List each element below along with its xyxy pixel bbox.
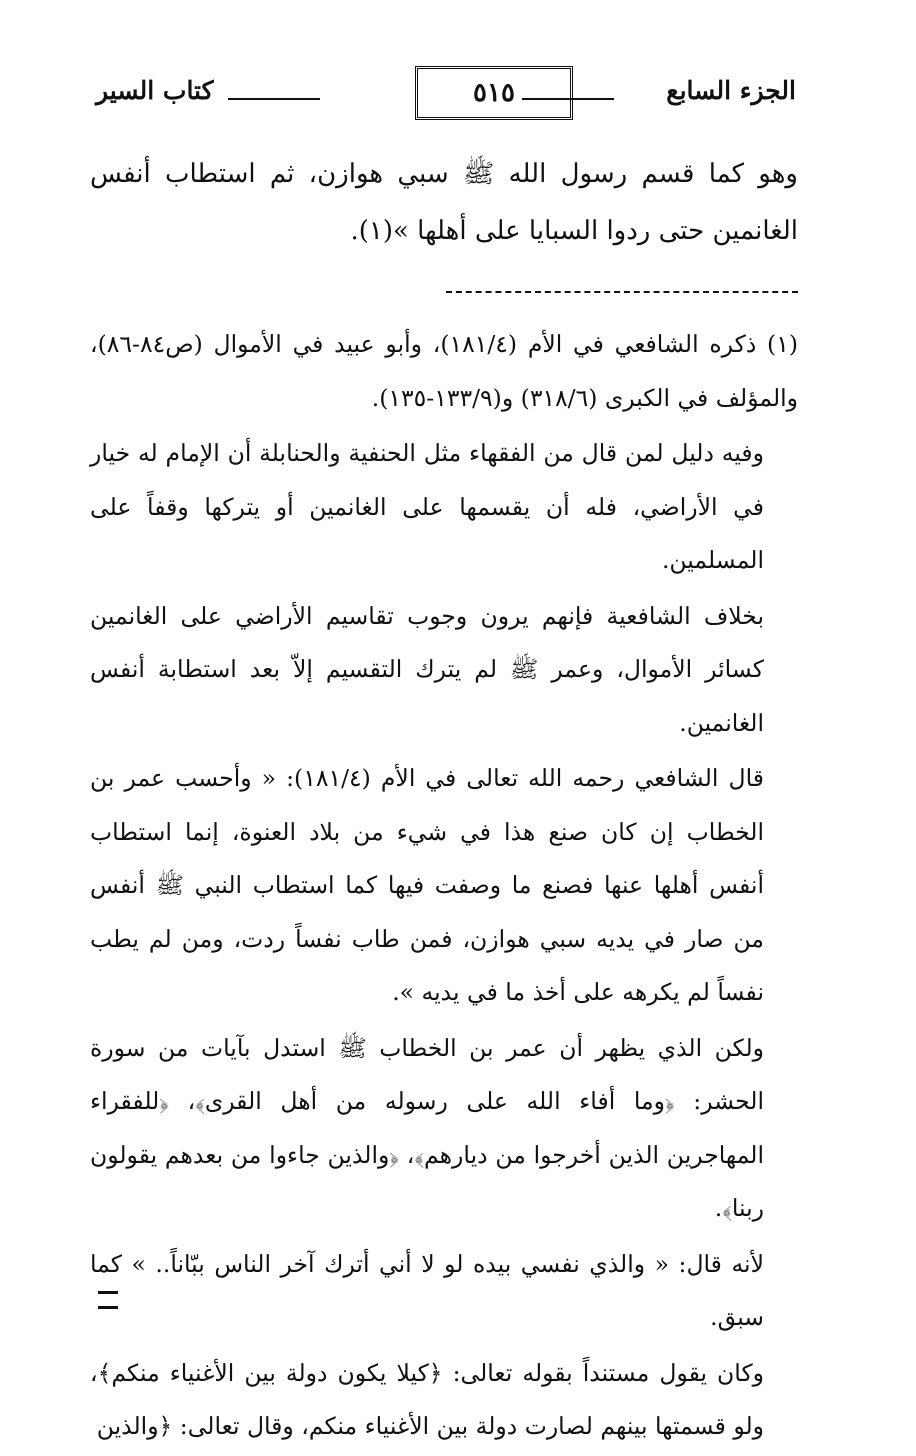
header-rule-left [228,98,320,100]
footnote-paragraph: وكان يقول مستنداً بقوله تعالى: ﴿كيلا يكون دولة بين الأغنياء منكم﴾، ولو قسمتها بينهم لصارت دولة بين الأغنياء منكم، وقال تعالى: ﴿والذين [90,1358,764,1440]
book-title: كتاب السير [96,76,214,105]
page-header [96,66,796,126]
volume-title: الجزء السابع [666,76,796,105]
footnote-paragraph: بخلاف الشافعية فإنهم يرون وجوب تقاسيم الأراضي على الغانمين كسائر الأموال، وعمر ﷺ لم يترك التقسيم إلاّ بعد استطابة أنفس الغانمين. [90,601,764,737]
continuation-mark [98,1291,118,1309]
footnote-1: (١) ذكره الشافعي في الأم (١٨١/٤)، وأبو عبيد في الأموال (ص٨٤-٨٦)، والمؤلف في الكبرى (٣١٨/٦) و(١٣٣/٩-١٣٥). [90,330,798,412]
footnote-paragraph: قال الشافعي رحمه الله تعالى في الأم (١٨١/٤): « وأحسب عمر بن الخطاب إن كان صنع هذا في شيء من بلاد العنوة، إنما استطاب أنفس أهلها عنها فصنع ما وصفت فيها كما استطاب النبي ﷺ أنفس من صار في يديه سبي هوازن، فمن طاب نفساً ردت، ومن لم يطب نفساً لم يكرهه على أخذ ما في يديه ». [90,764,764,1006]
footnote-separator [446,291,798,293]
page-number-box [415,66,573,120]
main-paragraph: وهو كما قسم رسول الله ﷺ سبي هوازن، ثم استطاب أنفس الغانمين حتى ردوا السبايا على أهلها »(١). [90,159,798,246]
footnote-paragraph: وفيه دليل لمن قال من الفقهاء مثل الحنفية والحنابلة أن الإمام له خيار في الأراضي، فله أن يقسمها على الغانمين أو يتركها وقفاً على المسلمين. [90,439,764,574]
footnote-paragraph: ولكن الذي يظهر أن عمر بن الخطاب ﷺ استدل بآيات من سورة الحشر: ﴿وما أفاء الله على رسوله من أهل القرى﴾، ﴿للفقراء المهاجرين الذين أخرجوا من ديارهم﴾، ﴿والذين جاءوا من بعدهم يقولون ربنا﴾. [90,1033,764,1222]
footnote-paragraph: لأنه قال: « والذي نفسي بيده لو لا أني أترك آخر الناس ببّاناً.. » كما سبق. [90,1249,764,1331]
main-text [90,146,798,260]
footnotes [90,318,798,1456]
page-number: ٥١٥ [473,78,515,108]
